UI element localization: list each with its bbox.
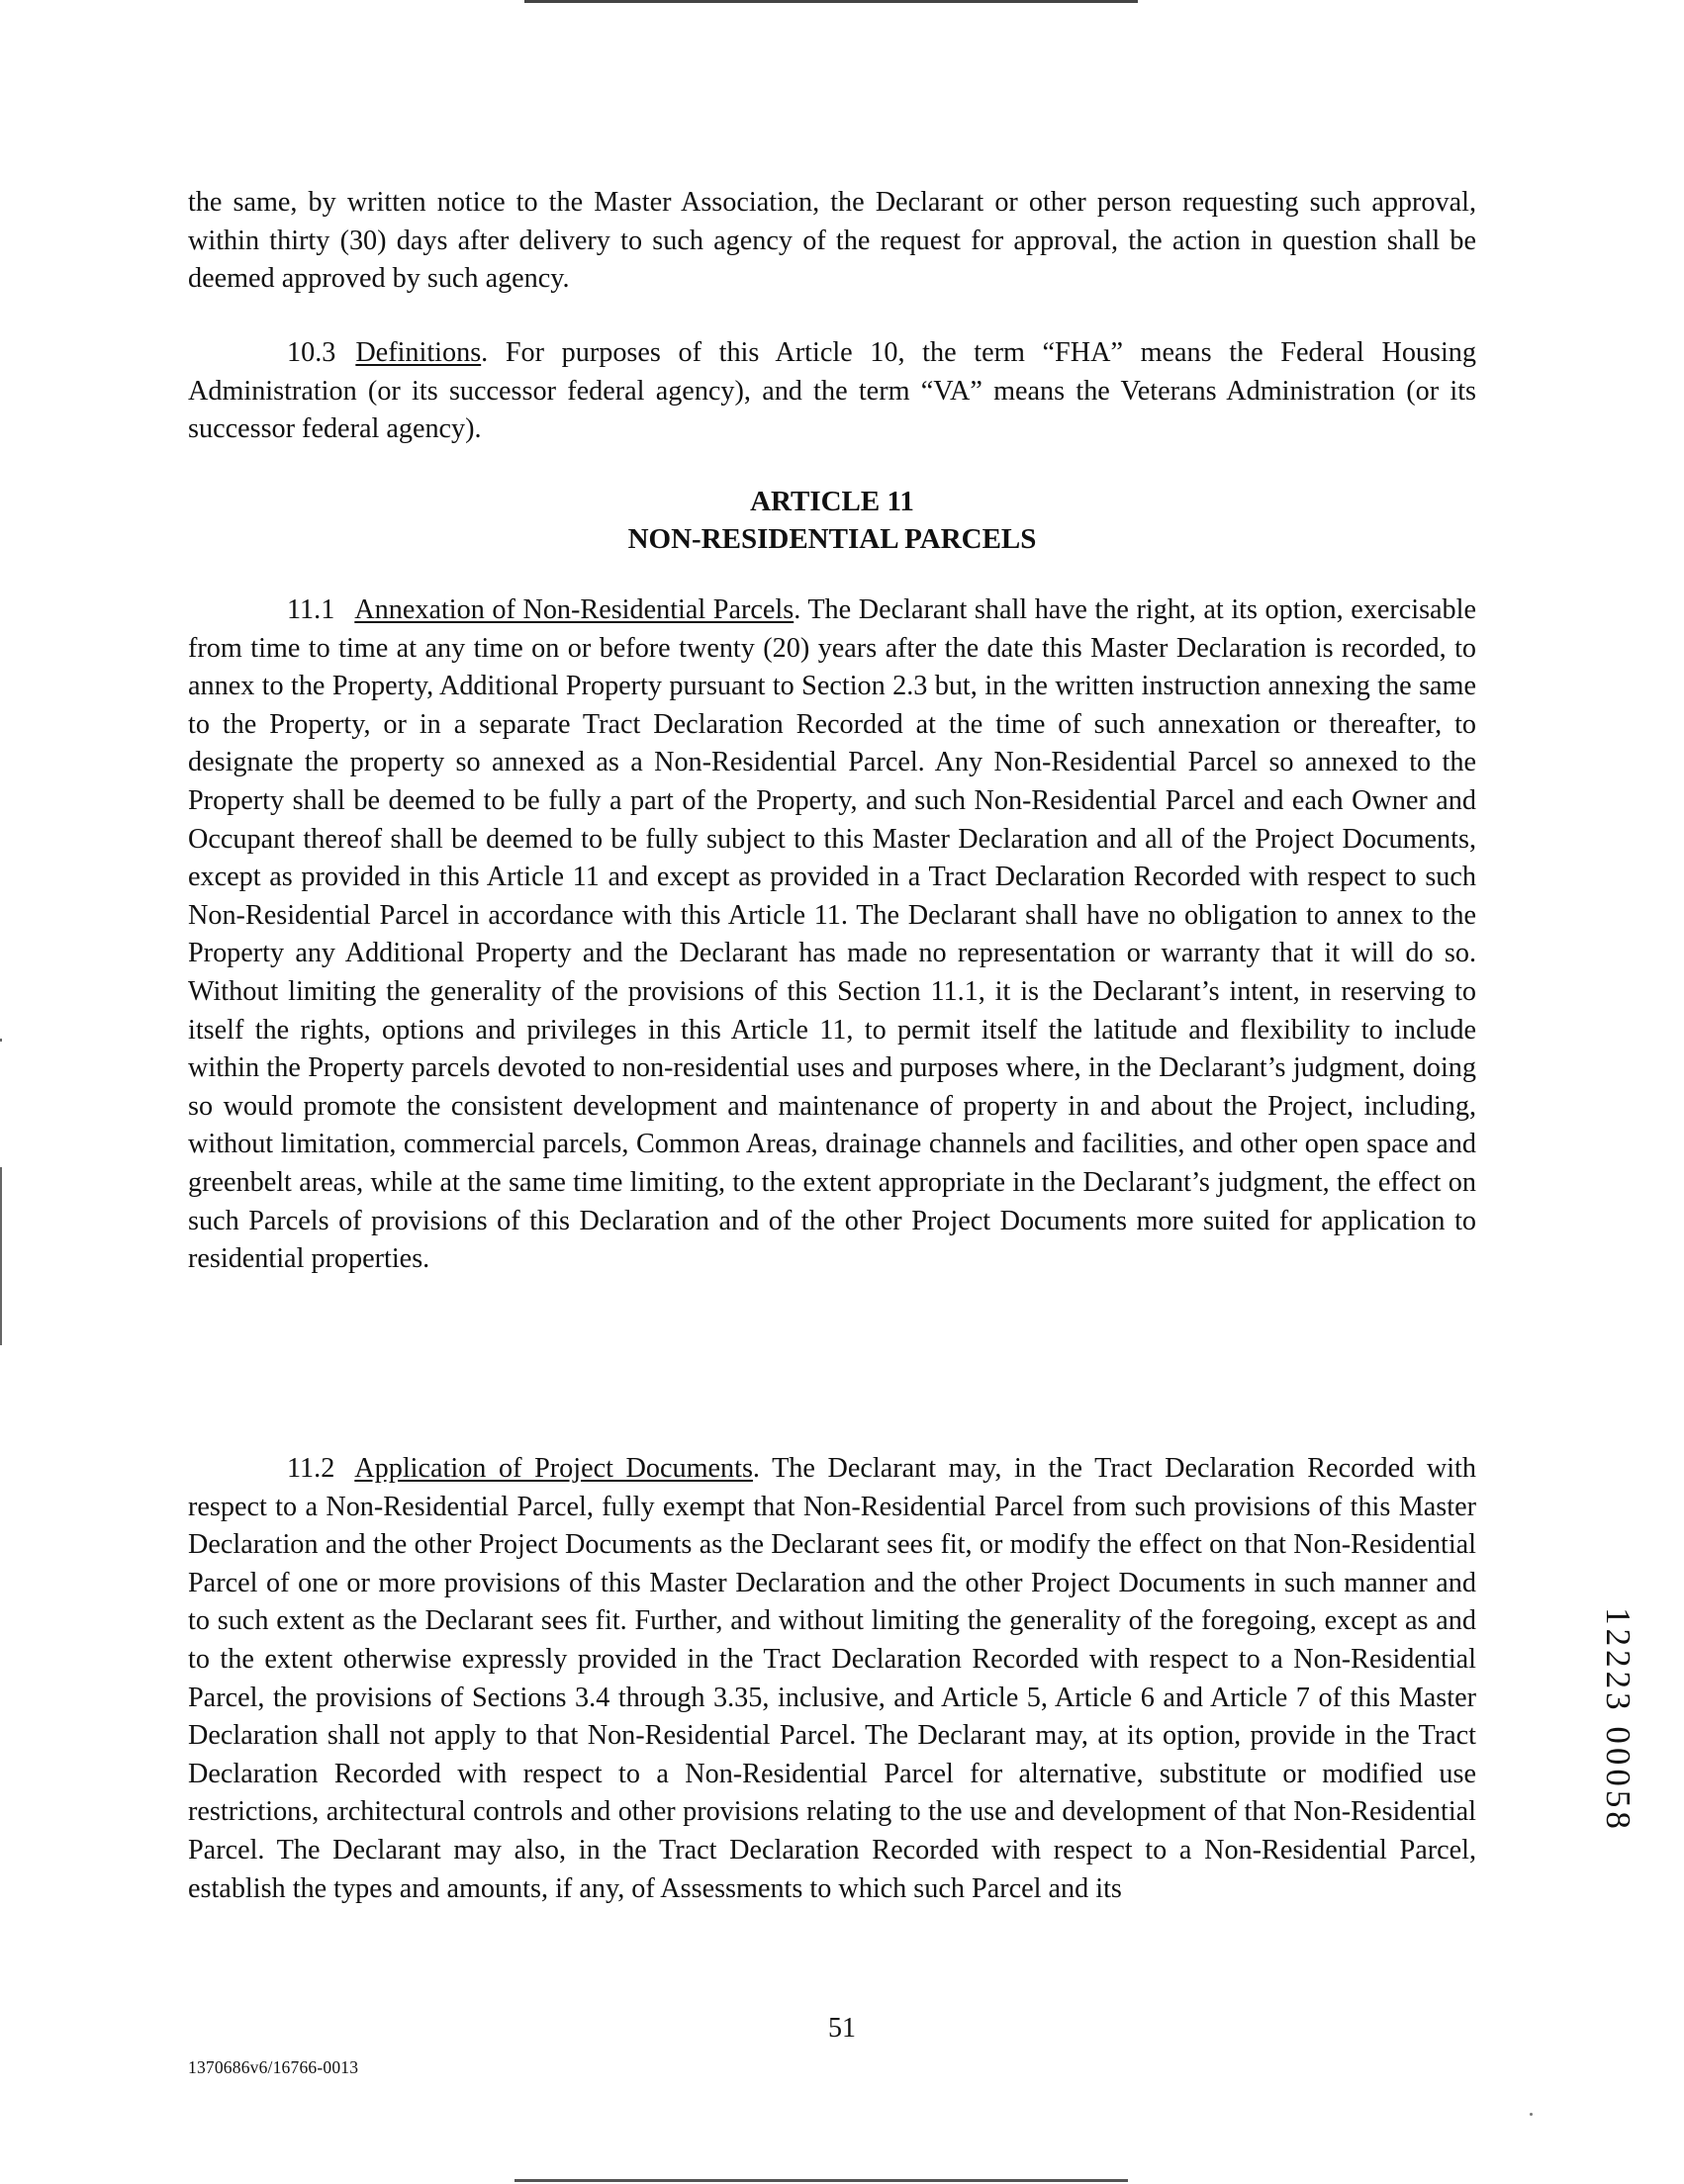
scan-edge-top [524, 0, 1138, 3]
page-number: 51 [828, 2013, 856, 2044]
section-text: . The Declarant may, in the Tract Declaration Recorded with respect to a Non-Residential Parcel, fully exempt that Non-Residential Parcel from such provisions of this Master Declaration and the other Project Documents as the Declarant sees fit, or modify the effect on that Non-Residential Parcel of one or more provisions of this Master Declaration and the other Project Documents in such manner and to such extent as the Declarant sees fit. Further, and without limiting the generality of the foregoing, except as and to the extent otherwise expressly provided in the Tract Declaration Recorded with respect to a Non-Residential Parcel, the provisions of Sections 3.4 through 3.35, inclusive, and Article 5, Article 6 and Article 7 of this Master Declaration shall not apply to that Non-Residential Parcel. The Declarant may, at its option, provide in the Tract Declaration Recorded with respect to a Non-Residential Parcel for alternative, substitute or modified use restrictions, architectural controls and other provisions relating to the use and development of that Non-Residential Parcel. The Declarant may also, in the Tract Declaration Recorded with respect to a Non-Residential Parcel, establish the types and amounts, if any, of Assessments to which such Parcel and its [188, 1453, 1476, 1904]
article-title: ARTICLE 11 [750, 486, 914, 517]
scan-edge-bottom [515, 2179, 1128, 2182]
section-10-3 [188, 334, 1476, 449]
article-subtitle: NON-RESIDENTIAL PARCELS [627, 523, 1037, 555]
section-text: . For purposes of this Article 10, the term “FHA” means the Federal Housing Administration (or its successor federal agency), and the term “VA” means the Veterans Administration (or its successor federal agency). [188, 337, 1476, 445]
section-heading: Definitions [355, 337, 482, 368]
section-11-2 [188, 1450, 1476, 1908]
section-number: 11.2 [287, 1453, 335, 1484]
article-heading [188, 483, 1476, 558]
scan-margin-mark [0, 1167, 2, 1345]
recording-stamp-number: 12223 00058 [1599, 1607, 1637, 1833]
section-number: 11.1 [287, 594, 335, 625]
recording-stamp [1598, 1587, 1637, 1854]
section-heading: Annexation of Non-Residential Parcels [354, 594, 795, 625]
continuation-paragraph: the same, by written notice to the Master Association, the Declarant or other person requesting such approval, within thirty (30) days after delivery to such agency of the request for approval, the action in question shall be deemed approved by such agency. [188, 187, 1476, 295]
section-text: . The Declarant shall have the right, at its option, exercisable from time to time at any time on or before twenty (20) years after the date this Master Declaration is recorded, to annex to the Property, Additional Property pursuant to Section 2.3 but, in the written instruction annexing the same to the Property, or in a separate Tract Declaration Recorded at the time of such annexation or thereafter, to designate the property so annexed as a Non-Residential Parcel. Any Non-Residential Parcel so annexed to the Property shall be deemed to be fully a part of the Property, and such Non-Residential Parcel and each Owner and Occupant thereof shall be deemed to be fully subject to this Master Declaration and all of the Project Documents, except as provided in this Article 11 and except as provided in a Tract Declaration Recorded with respect to such Non-Residential Parcel in accordance with this Article 11. The Declarant shall have no obligation to annex to the Property any Additional Property and the Declarant has made no representation or warranty that it will do so. Without limiting the generality of the provisions of this Section 11.1, it is the Declarant’s intent, in reserving to itself the rights, options and privileges in this Article 11, to permit itself the latitude and flexibility to include within the Property parcels devoted to non-residential uses and purposes where, in the Declarant’s judgment, doing so would promote the consistent development and maintenance of property in and about the Project, including, without limitation, commercial parcels, Common Areas, drainage channels and facilities, and other open space and greenbelt areas, while at the same time limiting, to the extent appropriate in the Declarant’s judgment, the effect on such Parcels of provisions of this Declaration and of the other Project Documents more suited for application to residential properties. [188, 594, 1476, 1275]
section-number: 10.3 [287, 337, 336, 368]
section-11-1 [188, 592, 1476, 1279]
document-id: 1370686v6/16766-0013 [188, 2057, 359, 2077]
scan-speck [1530, 2113, 1533, 2116]
scan-margin-mark [0, 1039, 2, 1042]
section-heading: Application of Project Documents [354, 1453, 753, 1484]
